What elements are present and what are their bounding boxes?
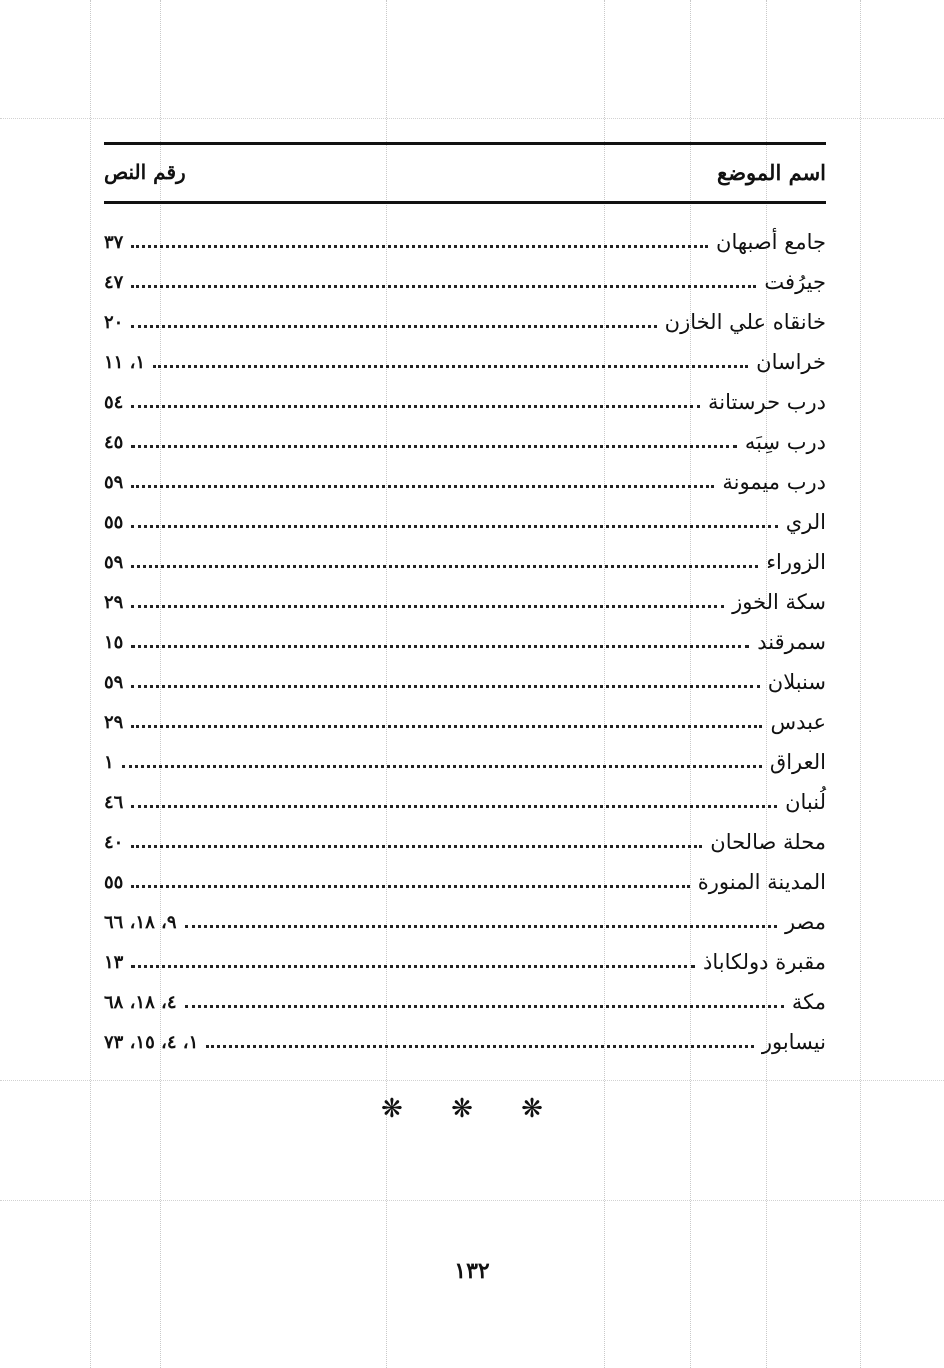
- text-numbers: ٥٩: [104, 671, 124, 693]
- text-numbers: ٥٥: [104, 511, 124, 533]
- section-separator: ❋ ❋ ❋: [381, 1094, 563, 1124]
- text-numbers: ٤٠: [104, 831, 124, 853]
- place-name: المدينة المنورة: [697, 870, 826, 894]
- table-header: [104, 150, 826, 194]
- index-entry: [104, 742, 826, 782]
- dot-leader: [131, 325, 656, 328]
- dot-leader: [131, 565, 758, 568]
- text-numbers: ٣٧: [104, 231, 124, 253]
- place-name: الزوراء: [766, 550, 826, 574]
- dot-leader: [131, 525, 777, 528]
- index-entry: [104, 382, 826, 422]
- dot-leader: [131, 685, 759, 688]
- text-numbers: ٥٩: [104, 471, 124, 493]
- place-name: درب سِبَه: [744, 430, 826, 454]
- dot-leader: [131, 605, 724, 608]
- place-name: الري: [785, 510, 826, 534]
- place-name: مصر: [784, 910, 826, 934]
- place-column-header: اسم الموضع: [717, 159, 826, 185]
- text-numbers: ٢٩: [104, 591, 124, 613]
- index-entry: [104, 942, 826, 982]
- place-name: سكة الخوز: [732, 590, 826, 614]
- index-entry: [104, 1022, 826, 1062]
- place-name: مقبرة دولكاباذ: [703, 950, 826, 974]
- place-name: محلة صالحان: [710, 830, 826, 854]
- text-numbers: ٢٩: [104, 711, 124, 733]
- index-entry: [104, 222, 826, 262]
- place-name: سنبلان: [767, 670, 826, 694]
- dot-leader: [153, 365, 748, 368]
- dot-leader: [131, 285, 756, 288]
- index-entry: [104, 542, 826, 582]
- dot-leader: [206, 1045, 754, 1048]
- index-entry: [104, 982, 826, 1022]
- place-name: عبدس: [770, 710, 826, 734]
- place-name: خانقاه علي الخازن: [664, 310, 826, 334]
- dot-leader: [131, 245, 708, 248]
- text-numbers: ٤٦: [104, 791, 124, 813]
- dot-leader: [122, 765, 762, 768]
- index-entry: [104, 582, 826, 622]
- number-column-header: رقم النص: [104, 160, 186, 184]
- header-top-rule: [104, 142, 826, 145]
- index-entry: [104, 902, 826, 942]
- text-numbers: ١٣: [104, 951, 124, 973]
- place-name: درب ميمونة: [722, 470, 826, 494]
- dot-leader: [131, 405, 700, 408]
- place-name: جامع أصبهان: [716, 230, 826, 254]
- place-name: درب حرستانة: [708, 390, 826, 414]
- page-number: ١٣٢: [454, 1258, 490, 1284]
- index-entry: [104, 262, 826, 302]
- text-numbers: ١، ٤، ١٥، ٧٣: [104, 1031, 199, 1053]
- text-numbers: ٥٤: [104, 391, 124, 413]
- text-numbers: ٤٧: [104, 271, 124, 293]
- dot-leader: [131, 485, 714, 488]
- index-entry: [104, 622, 826, 662]
- index-entry: [104, 302, 826, 342]
- text-numbers: ١٥: [104, 631, 124, 653]
- text-numbers: ٤٥: [104, 431, 124, 453]
- index-entry: [104, 502, 826, 542]
- place-name: العراق: [769, 750, 826, 774]
- place-name: نيسابور: [761, 1030, 826, 1054]
- index-entry: [104, 422, 826, 462]
- index-entry: [104, 462, 826, 502]
- header-bottom-rule: [104, 201, 826, 204]
- place-name: جيرُفت: [764, 270, 826, 294]
- index-entry: [104, 822, 826, 862]
- dot-leader: [131, 845, 702, 848]
- dot-leader: [131, 885, 689, 888]
- dot-leader: [131, 645, 749, 648]
- dot-leader: [185, 925, 777, 928]
- text-numbers: ٩، ١٨، ٦٦: [104, 911, 177, 933]
- place-name: سمرقند: [757, 630, 826, 654]
- index-entry: [104, 862, 826, 902]
- text-numbers: ٢٠: [104, 311, 124, 333]
- index-entries: [104, 222, 826, 1062]
- dot-leader: [185, 1005, 784, 1008]
- text-numbers: ١: [104, 751, 114, 773]
- dot-leader: [131, 965, 695, 968]
- place-name: مكة: [791, 990, 826, 1014]
- index-entry: [104, 662, 826, 702]
- index-entry: [104, 782, 826, 822]
- text-numbers: ٤، ١٨، ٦٨: [104, 991, 177, 1013]
- index-entry: [104, 342, 826, 382]
- text-numbers: ٥٩: [104, 551, 124, 573]
- dot-leader: [131, 445, 737, 448]
- place-name: خراسان: [756, 350, 826, 374]
- dot-leader: [131, 805, 777, 808]
- index-entry: [104, 702, 826, 742]
- place-name: لُنبان: [785, 790, 826, 814]
- dot-leader: [131, 725, 762, 728]
- text-numbers: ١، ١١: [104, 351, 146, 373]
- text-numbers: ٥٥: [104, 871, 124, 893]
